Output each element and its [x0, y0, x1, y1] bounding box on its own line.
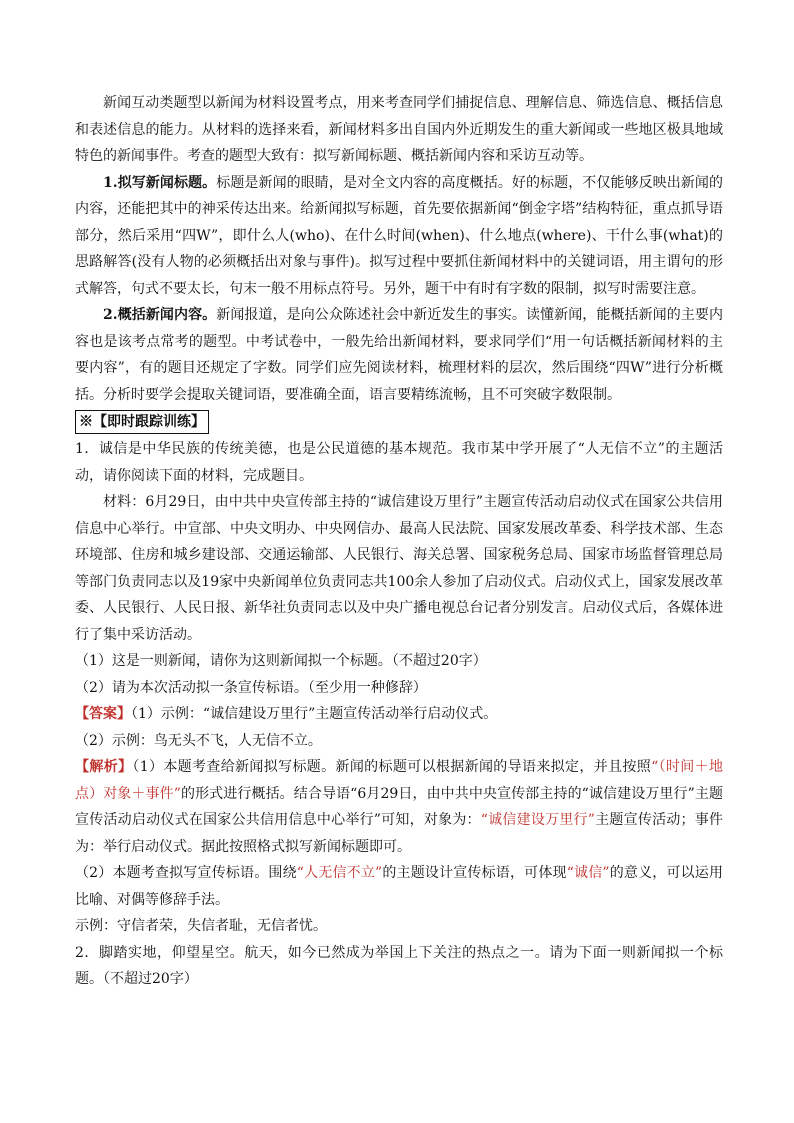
analysis-2-highlight-theme: “人无信不立”: [296, 865, 383, 881]
analysis-1-part-c: 主题宣传活动；事件为：举行启动仪式。据此按照格式拟写新闻标题即可。: [75, 812, 724, 855]
intro-paragraph-2: [75, 170, 723, 303]
intro-paragraph-1: 新闻互动类题型以新闻为材料设置考点，用来考查同学们捕捉信息、理解信息、筛选信息、概括信息和表述信息的能力。从材料的选择来看，新闻材料多出自国内外近期发生的重大新闻或一些地区极具地域特色的新闻事件。考查的题型大致有：拟写新闻标题、概括新闻内容和采访互动等。: [75, 95, 723, 164]
question-1-sub-1: （1）这是一则新闻，请你为这则新闻拟一个标题。（不超过20字）: [75, 653, 487, 669]
analysis-2-part-b: 的主题设计宣传标语，可体现: [382, 865, 567, 881]
analysis-1-part-b: 的形式进行概括。结合导语“6月29日，由中共中央宣传部主持的“诚信建设万里行”主题宣传活动启动仪式在国家公共信用信息中心举行”可知，对象为：: [75, 785, 723, 828]
intro-paragraph-3-body: 新闻报道，是向公众陈述社会中新近发生的事实。读懂新闻，能概括新闻的主要内容也是该考点常考的题型。中考试卷中，一般先给出新闻材料，要求同学们“用一句话概括新闻材料的主要内容”，有的题目还规定了字数。同学们应先阅读材料，梳理材料的层次，然后围绕“四W”进行分析概括。分析时要学会提取关键词语，要准确全面，语言要精练流畅，且不可突破字数限制。: [75, 307, 723, 403]
document-page: [75, 90, 723, 993]
analysis-2-part-c: 的意义，可以运用比喻、对偶等修辞手法。: [75, 865, 723, 908]
answer-label: 【答案】: [75, 706, 131, 722]
heading-draft-title: 1.拟写新闻标题。: [103, 174, 217, 191]
section-title-row: [75, 408, 723, 436]
analysis-2-highlight-honesty: “诚信”: [566, 865, 610, 881]
analysis-1-highlight-object: “诚信建设万里行”: [480, 812, 595, 828]
analysis-2: [75, 860, 723, 913]
answer-1: [75, 701, 723, 728]
question-1-sub-2: （2）请为本次活动拟一条宣传标语。（至少用一种修辞）: [75, 679, 427, 696]
section-title: ※【即时跟踪训练】: [75, 410, 209, 434]
question-1-stem: 1．诚信是中华民族的传统美德，也是公民道德的基本规范。我市某中学开展了“人无信不立”的主题活动，请你阅读下面的材料，完成题目。: [75, 441, 723, 484]
analysis-2-part-a: （2）本题考查拟写宣传标语。围绕: [75, 865, 297, 881]
analysis-1-part-a: （1）本题考查给新闻拟写标题。新闻的标题可以根据新闻的导语来拟定，并且按照: [132, 759, 652, 775]
intro-paragraph-3: [75, 302, 723, 408]
question-1-material: 材料：6月29日，由中共中央宣传部主持的“诚信建设万里行”主题宣传活动启动仪式在国家公共信用信息中心举行。中宣部、中央文明办、中央网信办、最高人民法院、国家发展改革委、科学技术部、生态环境部、住房和城乡建设部、交通运输部、人民银行、海关总署、国家税务总局、国家市场监督管理总局等部门负责同志以及19家中央新闻单位负责同志共100余人参加了启动仪式。启动仪式上，国家发展改革委、人民银行、人民日报、新华社负责同志以及中央广播电视总台记者分别发言。启动仪式后，各媒体进行了集中采访活动。: [75, 494, 723, 643]
question-2-stem: 2．脚踏实地，仰望星空。航天，如今已然成为举国上下关注的热点之一。请为下面一则新闻拟一个标题。（不超过20字）: [75, 944, 723, 987]
analysis-1: [75, 754, 723, 860]
answer-2: （2）示例：鸟无头不飞，人无信不立。: [75, 732, 322, 749]
heading-summarize-news: 2.概括新闻内容。: [103, 307, 217, 323]
intro-paragraph-2-body: 标题是新闻的眼睛，是对全文内容的高度概括。好的标题，不仅能够反映出新闻的内容，还能把其中的神采传达出来。给新闻拟写标题，首先要依据新闻“倒金字塔”结构特征，重点抓导语部分，然后采用“四W”，即什么人(who)、在什么时间(when)、什么地点(where)、干什么事(what)的思路解答(没有人物的必须概括出对象与事件)。拟写过程中要抓住新闻材料中的关键词语，用主谓句的形式解答，句式不要太长，句末一般不用标点符号。另外，题干中有时有字数的限制，拟写时需要注意。: [75, 174, 723, 297]
answer-1-text: （1）示例：“诚信建设万里行”主题宣传活动举行启动仪式。: [131, 706, 498, 722]
example-slogan: 示例：守信者荣，失信者耻，无信者忧。: [75, 918, 327, 934]
analysis-1-highlight-format: “（时间＋地点）对象＋事件”: [75, 759, 723, 802]
analysis-label: 【解析】: [75, 759, 133, 775]
